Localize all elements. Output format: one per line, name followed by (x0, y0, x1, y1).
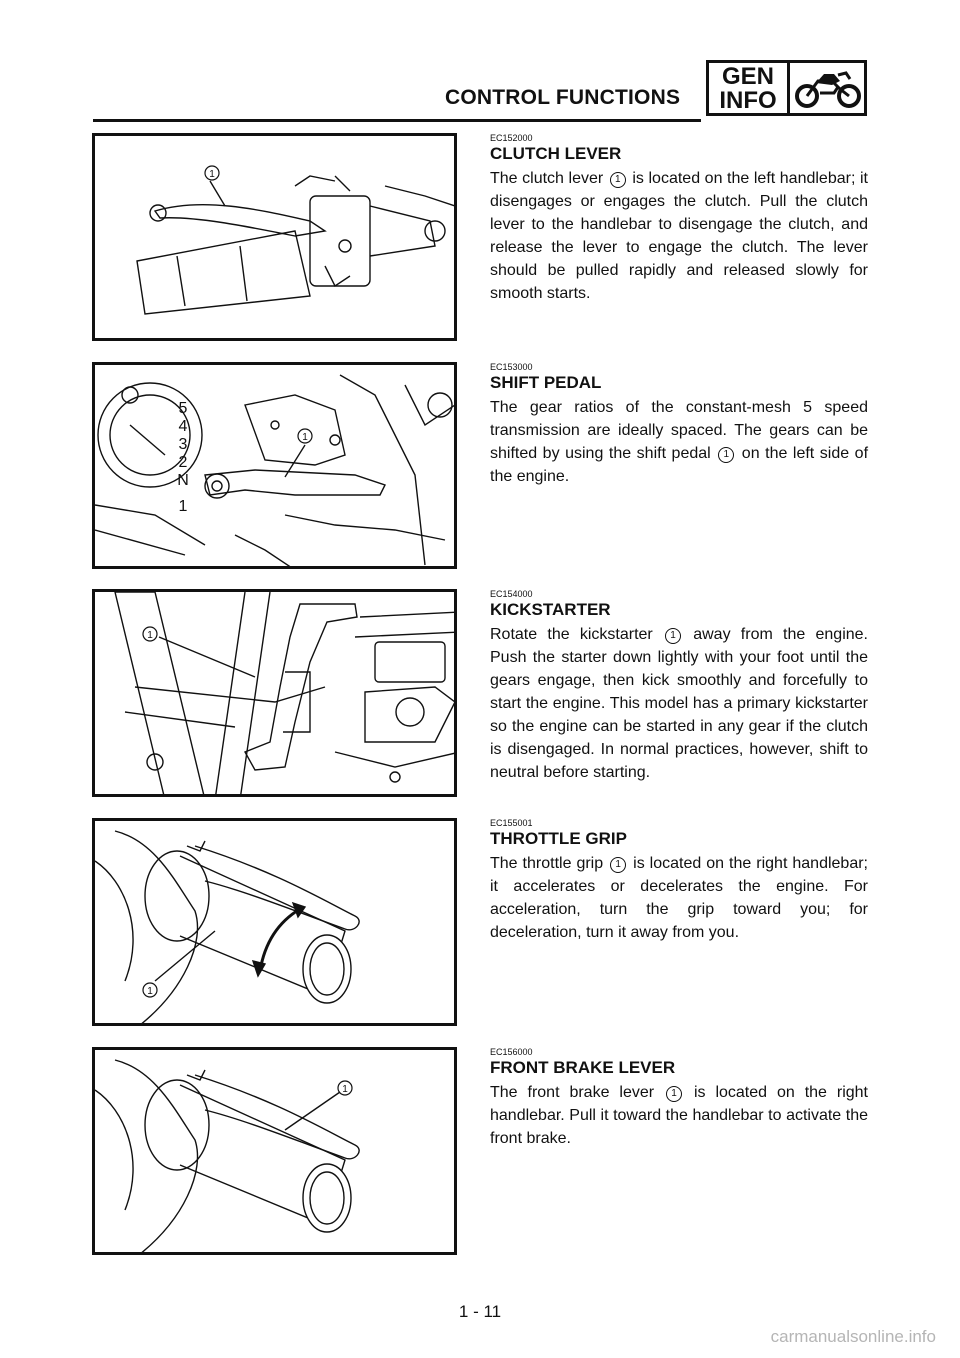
callout-number: 1 (610, 857, 626, 873)
section-heading: KICKSTARTER (490, 600, 611, 619)
page-title: CONTROL FUNCTIONS (445, 86, 681, 109)
figure-front-brake-lever (92, 1047, 457, 1255)
section-heading: SHIFT PEDAL (490, 373, 602, 392)
gear-label-2: 2 (178, 454, 188, 471)
section-code: EC155001 (490, 818, 533, 828)
figure-shift-pedal (92, 362, 457, 569)
section-heading: FRONT BRAKE LEVER (490, 1058, 676, 1077)
section-front-brake-lever (490, 1047, 868, 1150)
page-number: 1 - 11 (458, 1302, 502, 1321)
section-body: The throttle grip 1 is located on the right handlebar; it accelerates or decelerates the engine. For acceleration, turn the grip toward you; for deceleration, turn it away from you. (490, 855, 869, 941)
figure-clutch-lever (92, 133, 457, 341)
section-code: EC152000 (490, 133, 533, 143)
section-body: The clutch lever 1 is located on the left handlebar; it disengages or engages the clutch. Pull the clutch lever to the handlebar to disengage the clutch, and release the lever to engage the clutch. The lever should be pulled rapidly and released slowly for smooth starts. (490, 170, 868, 302)
section-code: EC154000 (490, 589, 533, 599)
gear-label-1: 1 (178, 498, 188, 515)
motorcycle-icon (794, 69, 862, 109)
figure-kick-callout: 1 (147, 630, 153, 641)
section-clutch-lever (490, 133, 868, 305)
watermark-text: carmanualsonline.info (770, 1327, 936, 1346)
section-kickstarter (490, 589, 868, 784)
callout-number: 1 (666, 1086, 682, 1102)
callout-number: 1 (610, 172, 626, 188)
figure-clutch-callout: 1 (209, 169, 215, 180)
section-body: Rotate the kickstarter 1 away from the engine. Push the starter down lightly with your foot until the gears engage, then kick smoothly and forcefully to start the engine. This model has a primary kickstarter so the engine can be started in any gear if the clutch is disengaged. In normal practices, however, shift to neutral before starting. (490, 626, 868, 781)
section-code: EC156000 (490, 1047, 533, 1057)
section-code: EC153000 (490, 362, 533, 372)
gear-label-5: 5 (178, 400, 188, 417)
section-heading: THROTTLE GRIP (490, 829, 627, 848)
figure-brake-callout: 1 (342, 1084, 348, 1095)
figure-throttle-grip (92, 818, 457, 1026)
gear-label-4: 4 (178, 418, 188, 435)
section-body: The front brake lever 1 is located on the right handlebar. Pull it toward the handlebar to activate the front brake. (490, 1084, 869, 1147)
section-shift-pedal (490, 362, 868, 488)
callout-number: 1 (718, 447, 734, 463)
badge-icon-box (787, 60, 867, 116)
section-throttle-grip (490, 818, 868, 944)
gear-label-3: 3 (178, 436, 188, 453)
badge-line-1: GEN (721, 63, 774, 90)
section-heading: CLUTCH LEVER (490, 144, 622, 163)
callout-number: 1 (665, 628, 681, 644)
badge-line-2: INFO (719, 87, 777, 114)
figure-shift-callout: 1 (302, 432, 308, 443)
gear-label-n: N (177, 472, 189, 489)
section-badge (706, 60, 790, 116)
figure-throttle-callout: 1 (147, 986, 153, 997)
section-body: The gear ratios of the constant-mesh 5 speed transmission are ideally spaced. The gears can be shifted by using the shift pedal 1 on the left side of the engine. (490, 399, 869, 485)
header-rule (93, 119, 701, 122)
figure-kickstarter (92, 589, 457, 797)
